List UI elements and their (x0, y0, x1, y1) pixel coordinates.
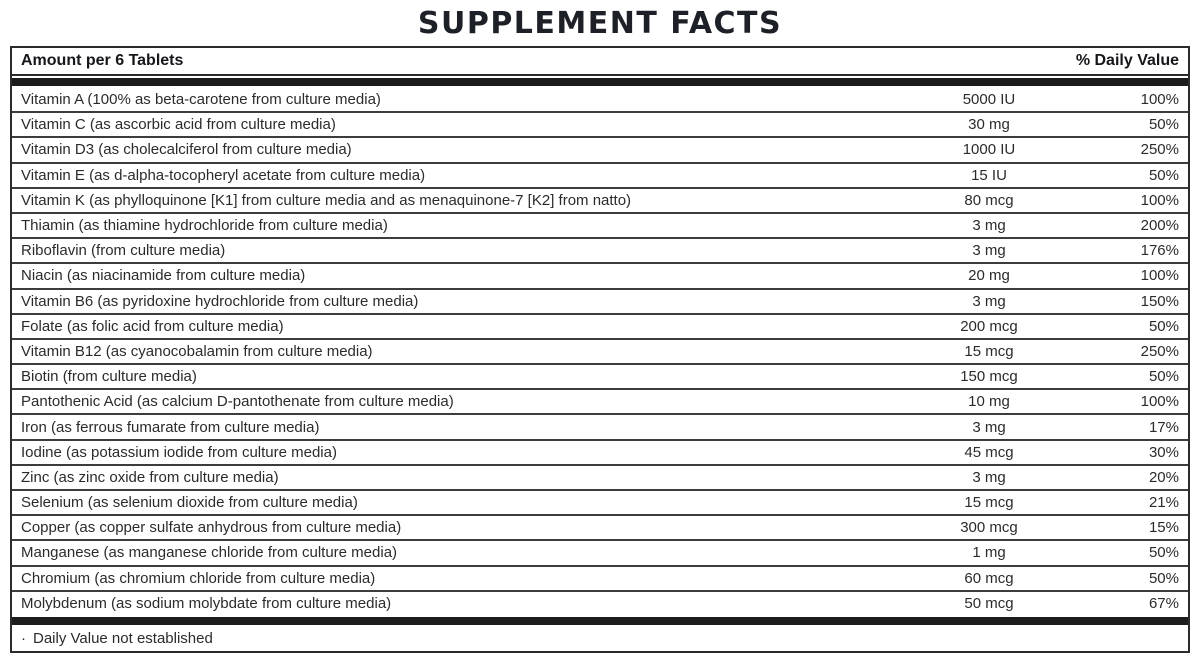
table-row (12, 262, 1188, 287)
table-row (12, 388, 1188, 413)
table-row (12, 539, 1188, 564)
header-percent-daily-value: % Daily Value (1075, 52, 1179, 69)
ingredient-name-cell: Vitamin B12 (as cyanocobalamin from culture media) (21, 342, 373, 360)
ingredient-daily-value-cell: 100% (1140, 91, 1179, 109)
ingredient-name-cell: Vitamin K (as phylloquinone [K1] from culture media and as menaquinone-7 [K2] from natto) (21, 191, 632, 209)
ingredient-name-cell: Iodine (as potassium iodide from culture media) (21, 443, 337, 461)
table-row (12, 514, 1188, 539)
ingredient-daily-value-cell: 100% (1140, 393, 1179, 411)
page-title: SUPPLEMENT FACTS (417, 6, 783, 41)
ingredient-name-cell: Manganese (as manganese chloride from culture media) (21, 544, 398, 562)
ingredient-amount-cell: 15 IU (971, 166, 1007, 184)
ingredient-daily-value-cell: 50% (1148, 317, 1179, 335)
ingredient-amount-cell: 200 mcg (960, 317, 1018, 335)
ingredient-daily-value-cell: 250% (1140, 342, 1179, 360)
ingredient-name-cell: Copper (as copper sulfate anhydrous from culture media) (21, 519, 402, 537)
table-row (12, 439, 1188, 464)
ingredient-amount-cell: 3 mg (972, 217, 1006, 235)
table-row (12, 565, 1188, 590)
ingredient-amount-cell: 30 mg (968, 116, 1010, 134)
table-row (12, 136, 1188, 161)
table-row (12, 464, 1188, 489)
footnote-text: Daily Value not established (33, 630, 213, 648)
ingredient-name-cell: Vitamin B6 (as pyridoxine hydrochloride from culture media) (21, 292, 419, 310)
ingredient-name-cell: Chromium (as chromium chloride from culture media) (21, 569, 376, 587)
table-row (12, 363, 1188, 388)
ingredient-daily-value-cell: 176% (1140, 242, 1179, 260)
ingredient-name-cell: Thiamin (as thiamine hydrochloride from culture media) (21, 217, 388, 235)
ingredient-name-cell: Biotin (from culture media) (21, 368, 197, 386)
ingredient-name-cell: Pantothenic Acid (as calcium D-pantothenate from culture media) (21, 393, 454, 411)
table-row (12, 187, 1188, 212)
ingredient-daily-value-cell: 50% (1148, 569, 1179, 587)
ingredient-name-cell: Zinc (as zinc oxide from culture media) (21, 468, 279, 486)
ingredient-daily-value-cell: 200% (1140, 217, 1179, 235)
ingredient-daily-value-cell: 20% (1148, 468, 1179, 486)
table-header-row (12, 48, 1188, 76)
ingredient-daily-value-cell: 50% (1148, 368, 1179, 386)
ingredient-name-cell: Vitamin A (100% as beta-carotene from culture media) (21, 91, 381, 109)
table-row (12, 111, 1188, 136)
ingredient-amount-cell: 3 mg (972, 292, 1006, 310)
ingredient-daily-value-cell: 150% (1140, 292, 1179, 310)
footer-divider-bar (12, 617, 1188, 625)
ingredient-name-cell: Folate (as folic acid from culture media) (21, 317, 284, 335)
ingredient-daily-value-cell: 100% (1140, 191, 1179, 209)
table-row (12, 489, 1188, 514)
ingredient-amount-cell: 80 mcg (964, 191, 1014, 209)
ingredient-daily-value-cell: 50% (1148, 166, 1179, 184)
ingredient-daily-value-cell: 15% (1148, 519, 1179, 537)
ingredient-amount-cell: 15 mcg (964, 494, 1014, 512)
ingredient-name-cell: Iron (as ferrous fumarate from culture media) (21, 418, 320, 436)
ingredient-daily-value-cell: 67% (1148, 594, 1179, 612)
ingredient-amount-cell: 50 mcg (964, 594, 1014, 612)
header-divider-bar (12, 78, 1188, 86)
footnote-bullet: · (21, 630, 26, 648)
ingredient-daily-value-cell: 250% (1140, 141, 1179, 159)
ingredient-amount-cell: 60 mcg (964, 569, 1014, 587)
ingredient-amount-cell: 20 mg (968, 267, 1010, 285)
ingredient-daily-value-cell: 21% (1148, 494, 1179, 512)
ingredient-amount-cell: 45 mcg (964, 443, 1014, 461)
ingredient-name-cell: Selenium (as selenium dioxide from culture media) (21, 494, 358, 512)
table-row (12, 288, 1188, 313)
table-row (12, 212, 1188, 237)
ingredient-daily-value-cell: 30% (1148, 443, 1179, 461)
ingredient-daily-value-cell: 50% (1148, 544, 1179, 562)
header-amount-per-tablets: Amount per 6 Tablets (21, 52, 184, 69)
ingredient-name-cell: Niacin (as niacinamide from culture media) (21, 267, 306, 285)
ingredient-amount-cell: 3 mg (972, 418, 1006, 436)
ingredient-name-cell: Riboflavin (from culture media) (21, 242, 226, 260)
ingredient-name-cell: Vitamin C (as ascorbic acid from culture media) (21, 116, 336, 134)
ingredient-amount-cell: 300 mcg (960, 519, 1018, 537)
ingredient-daily-value-cell: 17% (1148, 418, 1179, 436)
ingredient-name-cell: Vitamin E (as d-alpha-tocopheryl acetate from culture media) (21, 166, 426, 184)
ingredient-amount-cell: 10 mg (968, 393, 1010, 411)
ingredient-name-cell: Molybdenum (as sodium molybdate from culture media) (21, 594, 392, 612)
supplement-facts-table (10, 46, 1190, 653)
ingredient-amount-cell: 150 mcg (960, 368, 1018, 386)
ingredient-amount-cell: 1 mg (972, 544, 1006, 562)
table-row (12, 162, 1188, 187)
ingredient-name-cell: Vitamin D3 (as cholecalciferol from culture media) (21, 141, 352, 159)
table-row (12, 413, 1188, 438)
ingredient-daily-value-cell: 100% (1140, 267, 1179, 285)
ingredient-amount-cell: 3 mg (972, 468, 1006, 486)
table-row (12, 590, 1188, 615)
ingredient-amount-cell: 1000 IU (962, 141, 1016, 159)
table-row (12, 237, 1188, 262)
table-body (12, 88, 1188, 615)
ingredient-daily-value-cell: 50% (1148, 116, 1179, 134)
table-row (12, 338, 1188, 363)
table-footnote-row (12, 627, 1188, 651)
table-row (12, 88, 1188, 111)
ingredient-amount-cell: 3 mg (972, 242, 1006, 260)
ingredient-amount-cell: 5000 IU (962, 91, 1016, 109)
ingredient-amount-cell: 15 mcg (964, 342, 1014, 360)
table-row (12, 313, 1188, 338)
